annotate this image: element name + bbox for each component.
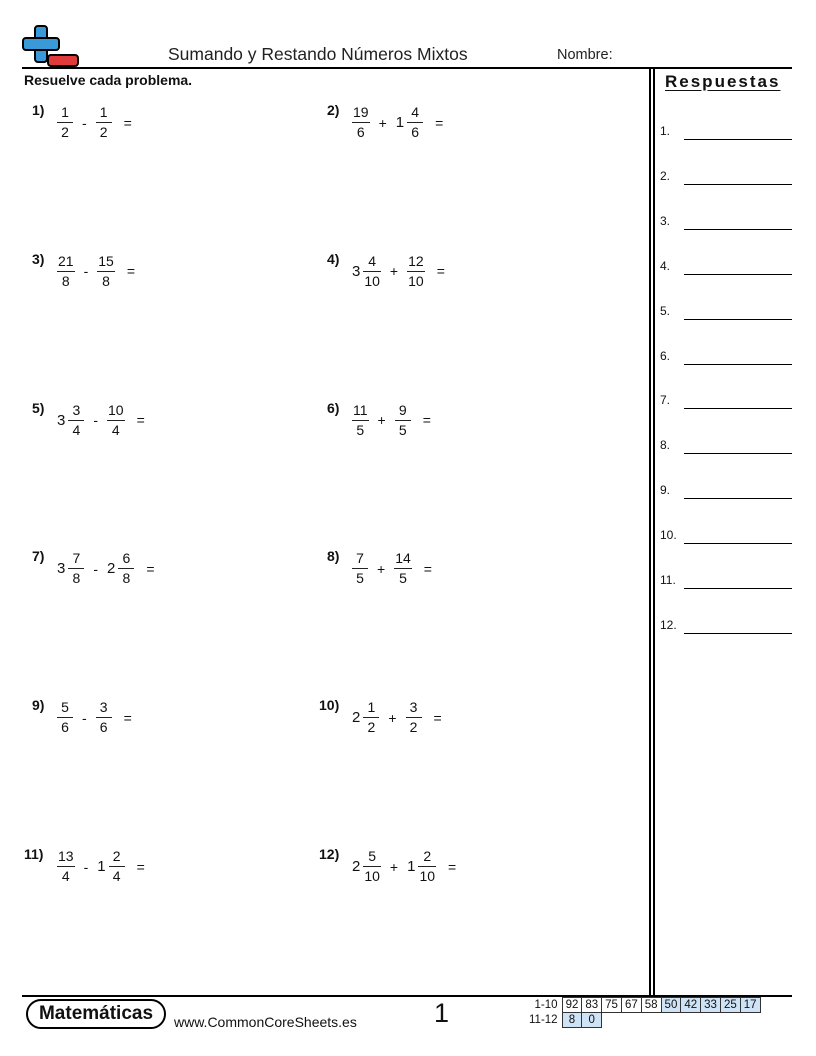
score-cell: 0 <box>582 1013 602 1028</box>
whole-number: 2 <box>352 858 361 875</box>
fraction-bar <box>406 717 422 718</box>
score-cell: 42 <box>681 998 701 1013</box>
whole-number: 1 <box>97 858 106 875</box>
numerator: 15 <box>98 252 114 269</box>
score-cell: 33 <box>701 998 721 1013</box>
fraction-bar <box>96 717 112 718</box>
denominator: 4 <box>61 868 70 884</box>
equals-sign: = <box>448 858 457 875</box>
fraction-bar <box>118 568 134 569</box>
mixed-number <box>96 699 112 736</box>
mixed-number <box>57 253 75 290</box>
fraction <box>363 699 379 736</box>
fraction <box>118 550 134 587</box>
fraction <box>407 104 423 141</box>
problem <box>319 697 599 747</box>
denominator: 6 <box>99 719 108 736</box>
fraction <box>57 104 73 141</box>
fraction-bar <box>395 420 411 421</box>
equals-sign: = <box>435 114 444 131</box>
problem-number: 4) <box>327 250 340 267</box>
answer-blank[interactable] <box>684 453 792 454</box>
problem <box>24 697 304 747</box>
whole-number: 2 <box>352 709 361 727</box>
denominator: 8 <box>102 272 110 289</box>
problem <box>24 846 304 896</box>
fraction <box>406 699 422 736</box>
header-divider <box>22 67 792 69</box>
problem <box>319 548 599 598</box>
operator: + <box>389 858 399 875</box>
fraction-bar <box>352 420 369 421</box>
answer-row <box>660 524 792 544</box>
fraction <box>96 699 112 736</box>
problem-number: 6) <box>327 399 340 416</box>
brand-logo: Matemáticas <box>26 999 166 1029</box>
numerator: 5 <box>61 699 69 716</box>
answer-number: 4. <box>660 258 671 273</box>
denominator: 6 <box>61 719 69 736</box>
numerator: 14 <box>395 550 411 567</box>
whole-number: 3 <box>352 262 361 280</box>
mixed-number <box>352 550 368 587</box>
score-range-label: 1-10 <box>534 999 558 1011</box>
problem-number: 8) <box>327 548 340 565</box>
denominator: 6 <box>356 124 365 140</box>
score-cell: 83 <box>582 998 602 1013</box>
problem-expression <box>57 550 155 587</box>
denominator: 4 <box>112 868 121 884</box>
fraction-bar <box>57 122 73 123</box>
fraction-bar <box>363 717 379 718</box>
answer-number: 9. <box>660 483 671 498</box>
equals-sign: = <box>136 858 145 875</box>
numerator: 1 <box>99 104 108 120</box>
fraction-bar <box>97 271 115 272</box>
denominator: 8 <box>72 570 81 587</box>
numerator: 3 <box>72 401 81 418</box>
problem-number: 10) <box>319 697 340 714</box>
operator: - <box>82 114 87 131</box>
problem-expression <box>352 253 445 290</box>
fraction <box>352 550 368 587</box>
problem-expression <box>57 699 132 736</box>
operator: + <box>388 709 397 726</box>
mixed-number <box>57 550 84 587</box>
answer-blank[interactable] <box>684 588 792 589</box>
whole-number: 1 <box>407 858 416 875</box>
numerator: 1 <box>367 699 376 716</box>
fraction <box>109 848 125 885</box>
numerator: 4 <box>368 252 377 269</box>
fraction-bar <box>394 568 412 569</box>
answer-column-divider-inner <box>653 68 655 995</box>
numerator: 9 <box>398 401 407 418</box>
answer-row <box>660 120 792 140</box>
answer-blank[interactable] <box>684 139 792 140</box>
operator: + <box>378 114 387 131</box>
denominator: 2 <box>409 719 418 736</box>
equals-sign: = <box>123 114 132 131</box>
denominator: 5 <box>399 570 407 587</box>
answer-number: 1. <box>660 124 671 138</box>
numerator: 12 <box>408 252 424 269</box>
mixed-number <box>406 699 422 736</box>
problem-expression <box>57 253 135 290</box>
answer-row <box>660 255 792 275</box>
problem-number: 3) <box>32 250 45 267</box>
score-cell: 58 <box>641 998 661 1013</box>
answer-blank[interactable] <box>684 184 792 185</box>
equals-sign: = <box>422 412 431 429</box>
equals-sign: = <box>433 709 442 726</box>
mixed-number <box>107 402 125 439</box>
problem-number: 1) <box>32 102 45 118</box>
numerator: 7 <box>72 550 81 567</box>
fraction-bar <box>352 568 368 569</box>
page-number: 1 <box>434 998 450 1028</box>
answer-blank[interactable] <box>684 408 792 409</box>
denominator: 10 <box>364 272 380 289</box>
fraction-bar <box>407 271 425 272</box>
answer-number: 6. <box>660 348 671 363</box>
problem-expression <box>352 104 443 141</box>
answer-row <box>660 165 792 185</box>
fraction <box>363 253 381 290</box>
fraction-bar <box>407 122 423 123</box>
answer-blank[interactable] <box>684 543 792 544</box>
numerator: 3 <box>409 699 418 716</box>
numerator: 2 <box>423 848 432 864</box>
answers-title: Respuestas <box>665 72 781 91</box>
name-label: Nombre: <box>557 47 613 63</box>
fraction <box>107 402 125 439</box>
denominator: 4 <box>72 421 81 438</box>
score-table <box>526 997 761 1028</box>
answer-row <box>660 614 792 634</box>
fraction <box>57 699 73 736</box>
answer-row <box>660 479 792 499</box>
problem-number: 2) <box>327 102 340 118</box>
equals-sign: = <box>136 412 145 429</box>
answer-blank[interactable] <box>684 498 792 499</box>
score-row <box>526 1013 760 1028</box>
fraction <box>395 402 411 439</box>
problem-expression <box>57 402 145 439</box>
score-cell: 67 <box>621 998 641 1013</box>
problem-number: 11) <box>24 846 44 862</box>
answer-number: 2. <box>660 168 671 183</box>
numerator: 13 <box>58 848 74 864</box>
operator: + <box>389 263 399 280</box>
answer-blank[interactable] <box>684 274 792 275</box>
mixed-number <box>57 104 73 141</box>
fraction-bar <box>57 866 75 867</box>
answer-blank[interactable] <box>684 364 792 365</box>
whole-number: 3 <box>57 411 66 429</box>
score-cell: 92 <box>562 998 582 1013</box>
equals-sign: = <box>126 263 136 280</box>
fraction <box>96 104 112 141</box>
mixed-number <box>107 550 134 587</box>
answer-row <box>660 345 792 365</box>
denominator: 2 <box>367 719 376 736</box>
operator: + <box>377 412 386 429</box>
denominator: 2 <box>99 124 108 140</box>
instructions: Resuelve cada problema. <box>24 72 193 88</box>
score-cell: 75 <box>602 998 622 1013</box>
plus-minus-logo-icon <box>22 24 80 68</box>
denominator: 10 <box>364 868 380 884</box>
fraction-bar <box>57 717 73 718</box>
mixed-number <box>57 848 75 885</box>
numerator: 3 <box>99 699 108 716</box>
problem <box>319 400 599 450</box>
whole-number: 3 <box>57 560 66 578</box>
fraction <box>352 104 370 141</box>
fraction-bar <box>352 122 370 123</box>
numerator: 2 <box>112 848 121 864</box>
answer-number: 5. <box>660 303 671 318</box>
fraction <box>57 848 75 885</box>
mixed-number <box>352 402 369 439</box>
fraction-bar <box>68 568 84 569</box>
denominator: 5 <box>398 421 407 438</box>
answer-blank[interactable] <box>684 319 792 320</box>
answer-number: 7. <box>660 393 671 408</box>
numerator: 1 <box>61 104 69 120</box>
answer-number: 10. <box>660 528 677 543</box>
mixed-number <box>96 104 112 141</box>
problem-expression <box>57 104 132 141</box>
denominator: 5 <box>356 421 365 438</box>
mixed-number <box>352 253 381 290</box>
denominator: 8 <box>61 272 70 289</box>
operator: + <box>377 560 386 577</box>
numerator: 6 <box>122 550 131 567</box>
problem-expression <box>352 848 456 885</box>
fraction-bar <box>418 866 436 867</box>
numerator: 4 <box>411 104 419 120</box>
numerator: 7 <box>356 550 364 567</box>
mixed-number <box>396 104 423 141</box>
equals-sign: = <box>123 709 132 726</box>
fraction <box>68 402 84 439</box>
numerator: 10 <box>108 401 124 418</box>
denominator: 2 <box>61 124 69 140</box>
denominator: 6 <box>411 124 419 140</box>
problem <box>319 251 599 301</box>
numerator: 5 <box>368 848 377 864</box>
fraction <box>68 550 84 587</box>
score-cell: 8 <box>562 1013 582 1028</box>
problem-number: 7) <box>32 548 45 565</box>
answer-row <box>660 434 792 454</box>
mixed-number <box>57 402 84 439</box>
answer-blank[interactable] <box>684 229 792 230</box>
whole-number: 2 <box>107 560 116 578</box>
operator: - <box>83 263 89 280</box>
answer-blank[interactable] <box>684 633 792 634</box>
whole-number: 1 <box>395 114 405 131</box>
operator: - <box>82 709 87 726</box>
fraction-bar <box>57 271 75 272</box>
fraction <box>363 848 381 885</box>
numerator: 21 <box>58 252 74 269</box>
answer-number: 11. <box>660 573 676 587</box>
denominator: 5 <box>356 570 364 587</box>
fraction <box>97 253 115 290</box>
score-cell: 25 <box>720 998 740 1013</box>
problem-expression <box>57 848 145 885</box>
answer-row <box>660 300 792 320</box>
fraction-bar <box>109 866 125 867</box>
fraction-bar <box>363 866 381 867</box>
fraction-bar <box>107 420 125 421</box>
mixed-number <box>352 104 370 141</box>
fraction <box>407 253 425 290</box>
score-cell: 50 <box>661 998 681 1013</box>
problem <box>24 400 304 450</box>
problem-expression <box>352 699 442 736</box>
numerator: 11 <box>353 401 368 418</box>
problem-number: 12) <box>319 846 340 862</box>
mixed-number <box>352 848 381 885</box>
operator: - <box>93 560 99 577</box>
site-url: www.CommonCoreSheets.es <box>174 1014 357 1030</box>
problem-number: 9) <box>32 697 45 714</box>
problem-expression <box>352 550 432 587</box>
answer-row <box>660 569 792 589</box>
denominator: 8 <box>122 570 131 587</box>
answer-row <box>660 210 792 230</box>
problem <box>24 102 304 152</box>
answer-number: 3. <box>660 213 671 228</box>
answer-number: 8. <box>660 438 671 453</box>
score-range-label: 11-12 <box>529 1014 558 1026</box>
mixed-number <box>407 848 436 885</box>
problem-expression <box>352 402 431 439</box>
score-row <box>526 998 760 1013</box>
page-title: Sumando y Restando Números Mixtos <box>168 44 468 64</box>
denominator: 10 <box>408 272 424 289</box>
mixed-number <box>407 253 425 290</box>
denominator: 10 <box>419 868 436 884</box>
answer-number: 12. <box>660 617 677 632</box>
answer-column-divider <box>649 68 651 995</box>
mixed-number <box>97 848 124 885</box>
fraction-bar <box>96 122 112 123</box>
mixed-number <box>57 699 73 736</box>
mixed-number <box>352 699 379 736</box>
problem <box>24 548 304 598</box>
score-cell: 17 <box>740 998 760 1013</box>
operator: - <box>93 412 99 429</box>
equals-sign: = <box>436 263 445 280</box>
denominator: 4 <box>111 421 120 438</box>
fraction <box>57 253 75 290</box>
mixed-number <box>394 550 412 587</box>
answer-row <box>660 389 792 409</box>
mixed-number <box>97 253 115 290</box>
fraction-bar <box>363 271 381 272</box>
problem <box>319 846 599 896</box>
equals-sign: = <box>146 560 155 577</box>
equals-sign: = <box>423 560 432 577</box>
problem <box>24 251 304 301</box>
problem <box>319 102 599 152</box>
fraction <box>394 550 412 587</box>
operator: - <box>83 858 89 875</box>
problem-number: 5) <box>32 399 45 416</box>
numerator: 19 <box>353 104 369 120</box>
fraction <box>352 402 369 439</box>
fraction <box>418 848 436 885</box>
fraction-bar <box>68 420 84 421</box>
mixed-number <box>395 402 411 439</box>
